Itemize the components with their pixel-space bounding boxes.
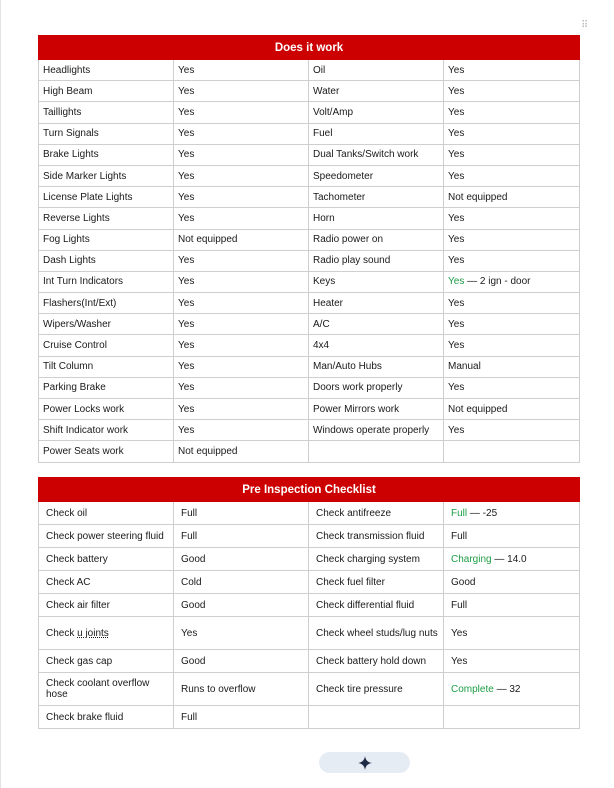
item-label: Wipers/Washer — [39, 314, 174, 335]
item-value[interactable]: Not equipped — [174, 229, 309, 250]
item-value[interactable]: Full — [174, 525, 309, 548]
table-row — [39, 502, 580, 525]
item-value[interactable]: Yes — [444, 102, 580, 123]
item-label: Radio power on — [309, 229, 444, 250]
item-label: Check power steering fluid — [39, 525, 174, 548]
item-value[interactable]: Full — [444, 594, 580, 617]
item-label-underlined: u joints — [77, 627, 109, 639]
item-value[interactable] — [444, 673, 580, 706]
item-value[interactable]: Yes — [174, 335, 309, 356]
item-label: Power Locks work — [39, 399, 174, 420]
item-label: Dual Tanks/Switch work — [309, 144, 444, 165]
item-label: Check air filter — [39, 594, 174, 617]
table-row — [39, 208, 580, 229]
item-label: Reverse Lights — [39, 208, 174, 229]
item-value[interactable]: Not equipped — [174, 441, 309, 462]
item-label — [309, 706, 444, 729]
item-value[interactable]: Full — [174, 706, 309, 729]
item-value[interactable]: Cold — [174, 571, 309, 594]
item-value[interactable]: Yes — [444, 123, 580, 144]
item-value[interactable]: Runs to overflow — [174, 673, 309, 706]
table-row — [39, 420, 580, 441]
item-value[interactable]: Yes — [174, 250, 309, 271]
item-label: Heater — [309, 293, 444, 314]
table-row — [39, 81, 580, 102]
item-label: License Plate Lights — [39, 187, 174, 208]
item-value[interactable]: Yes — [174, 399, 309, 420]
table-row — [39, 377, 580, 398]
item-value[interactable]: Yes — [174, 420, 309, 441]
table-row — [39, 60, 580, 81]
item-label: 4x4 — [309, 335, 444, 356]
item-label: Shift Indicator work — [39, 420, 174, 441]
item-label: Check oil — [39, 502, 174, 525]
item-label: Radio play sound — [309, 250, 444, 271]
item-label: Tachometer — [309, 187, 444, 208]
drag-dots-icon[interactable]: ⠿ — [581, 20, 588, 31]
table-row — [39, 525, 580, 548]
item-label: Flashers(Int/Ext) — [39, 293, 174, 314]
item-label: Cruise Control — [39, 335, 174, 356]
item-value[interactable]: Yes — [444, 377, 580, 398]
item-label: Speedometer — [309, 165, 444, 186]
item-label: Check antifreeze — [309, 502, 444, 525]
item-label: Check differential fluid — [309, 594, 444, 617]
item-label: Check tire pressure — [309, 673, 444, 706]
item-value[interactable] — [444, 271, 580, 292]
item-label: Check wheel studs/lug nuts — [309, 617, 444, 650]
item-label: Fuel — [309, 123, 444, 144]
item-value[interactable]: Yes — [444, 165, 580, 186]
item-value[interactable]: Yes — [174, 377, 309, 398]
table-row — [39, 144, 580, 165]
table-row — [39, 102, 580, 123]
item-label: Power Mirrors work — [309, 399, 444, 420]
item-label: Int Turn Indicators — [39, 271, 174, 292]
value-status: Complete — [451, 683, 494, 695]
item-label: Water — [309, 81, 444, 102]
item-label — [39, 617, 174, 650]
item-value[interactable]: Yes — [174, 293, 309, 314]
value-note: — 32 — [496, 683, 521, 695]
item-value[interactable]: Yes — [444, 208, 580, 229]
ai-assist-button[interactable] — [319, 752, 410, 773]
item-label: Doors work properly — [309, 377, 444, 398]
item-value[interactable]: Yes — [444, 293, 580, 314]
item-value[interactable]: Good — [444, 571, 580, 594]
item-value[interactable]: Yes — [444, 60, 580, 81]
item-value[interactable]: Yes — [444, 250, 580, 271]
item-value[interactable]: Not equipped — [444, 399, 580, 420]
item-value[interactable] — [444, 441, 580, 462]
item-label: Fog Lights — [39, 229, 174, 250]
pre-inspection-title: Pre Inspection Checklist — [39, 478, 580, 502]
item-label: Headlights — [39, 60, 174, 81]
table-row — [39, 441, 580, 462]
pre-inspection-table — [38, 477, 580, 729]
item-value[interactable]: Yes — [174, 165, 309, 186]
item-value[interactable]: Yes — [174, 356, 309, 377]
item-value[interactable] — [444, 502, 580, 525]
item-label: Check gas cap — [39, 650, 174, 673]
item-label: Check fuel filter — [309, 571, 444, 594]
does-it-work-title: Does it work — [39, 36, 580, 60]
table-row — [39, 250, 580, 271]
table-row — [39, 229, 580, 250]
item-label: Brake Lights — [39, 144, 174, 165]
item-value[interactable]: Yes — [174, 314, 309, 335]
table-row — [39, 399, 580, 420]
table-row — [39, 356, 580, 377]
item-label — [309, 441, 444, 462]
item-value[interactable]: Yes — [174, 81, 309, 102]
item-label: Dash Lights — [39, 250, 174, 271]
item-value[interactable]: Yes — [174, 187, 309, 208]
item-label: Check transmission fluid — [309, 525, 444, 548]
item-label: Check brake fluid — [39, 706, 174, 729]
item-label: Keys — [309, 271, 444, 292]
table-row — [39, 594, 580, 617]
value-note: — -25 — [469, 507, 498, 519]
table-row — [39, 571, 580, 594]
sparkle-icon — [358, 756, 372, 770]
does-it-work-table — [38, 35, 580, 463]
item-value[interactable]: Good — [174, 594, 309, 617]
table-row — [39, 548, 580, 571]
item-value[interactable]: Yes — [174, 60, 309, 81]
item-value[interactable]: Yes — [444, 335, 580, 356]
table-row — [39, 187, 580, 208]
item-label: Check battery hold down — [309, 650, 444, 673]
item-value[interactable]: Yes — [174, 102, 309, 123]
table-row — [39, 706, 580, 729]
item-value[interactable]: Yes — [444, 314, 580, 335]
item-value[interactable] — [444, 548, 580, 571]
item-label: Check battery — [39, 548, 174, 571]
item-value[interactable]: Good — [174, 650, 309, 673]
item-label-text: Check — [46, 627, 78, 639]
item-value[interactable]: Yes — [174, 144, 309, 165]
item-value[interactable]: Yes — [174, 271, 309, 292]
value-note: — 14.0 — [494, 553, 527, 565]
value-status: Charging — [451, 553, 492, 565]
item-label: Turn Signals — [39, 123, 174, 144]
item-label: Side Marker Lights — [39, 165, 174, 186]
item-label: Check coolant overflow hose — [39, 673, 174, 706]
item-value[interactable]: Not equipped — [444, 187, 580, 208]
item-label: Taillights — [39, 102, 174, 123]
item-value[interactable]: Good — [174, 548, 309, 571]
item-value[interactable]: Full — [444, 525, 580, 548]
item-value[interactable]: Manual — [444, 356, 580, 377]
item-label: Check AC — [39, 571, 174, 594]
item-value[interactable]: Full — [174, 502, 309, 525]
item-label: High Beam — [39, 81, 174, 102]
item-label: Volt/Amp — [309, 102, 444, 123]
table-row — [39, 673, 580, 706]
item-value[interactable]: Yes — [444, 420, 580, 441]
table-row — [39, 271, 580, 292]
value-note: — 2 ign - door — [467, 276, 531, 288]
item-value[interactable] — [444, 706, 580, 729]
item-value[interactable]: Yes — [174, 208, 309, 229]
value-status: Yes — [448, 276, 465, 288]
table-row — [39, 293, 580, 314]
item-label: A/C — [309, 314, 444, 335]
item-label: Tilt Column — [39, 356, 174, 377]
item-value[interactable]: Yes — [444, 650, 580, 673]
item-label: Windows operate properly — [309, 420, 444, 441]
item-label: Check charging system — [309, 548, 444, 571]
item-value[interactable]: Yes — [444, 81, 580, 102]
table-row — [39, 314, 580, 335]
value-status: Full — [451, 507, 468, 519]
item-value[interactable]: Yes — [444, 144, 580, 165]
item-label: Oil — [309, 60, 444, 81]
item-value[interactable]: Yes — [174, 123, 309, 144]
table-row — [39, 650, 580, 673]
item-value[interactable]: Yes — [174, 617, 309, 650]
table-row — [39, 165, 580, 186]
table-row — [39, 617, 580, 650]
item-label: Man/Auto Hubs — [309, 356, 444, 377]
table-row — [39, 123, 580, 144]
table-row — [39, 335, 580, 356]
item-label: Power Seats work — [39, 441, 174, 462]
item-value[interactable]: Yes — [444, 229, 580, 250]
item-label: Horn — [309, 208, 444, 229]
item-value[interactable]: Yes — [444, 617, 580, 650]
item-label: Parking Brake — [39, 377, 174, 398]
